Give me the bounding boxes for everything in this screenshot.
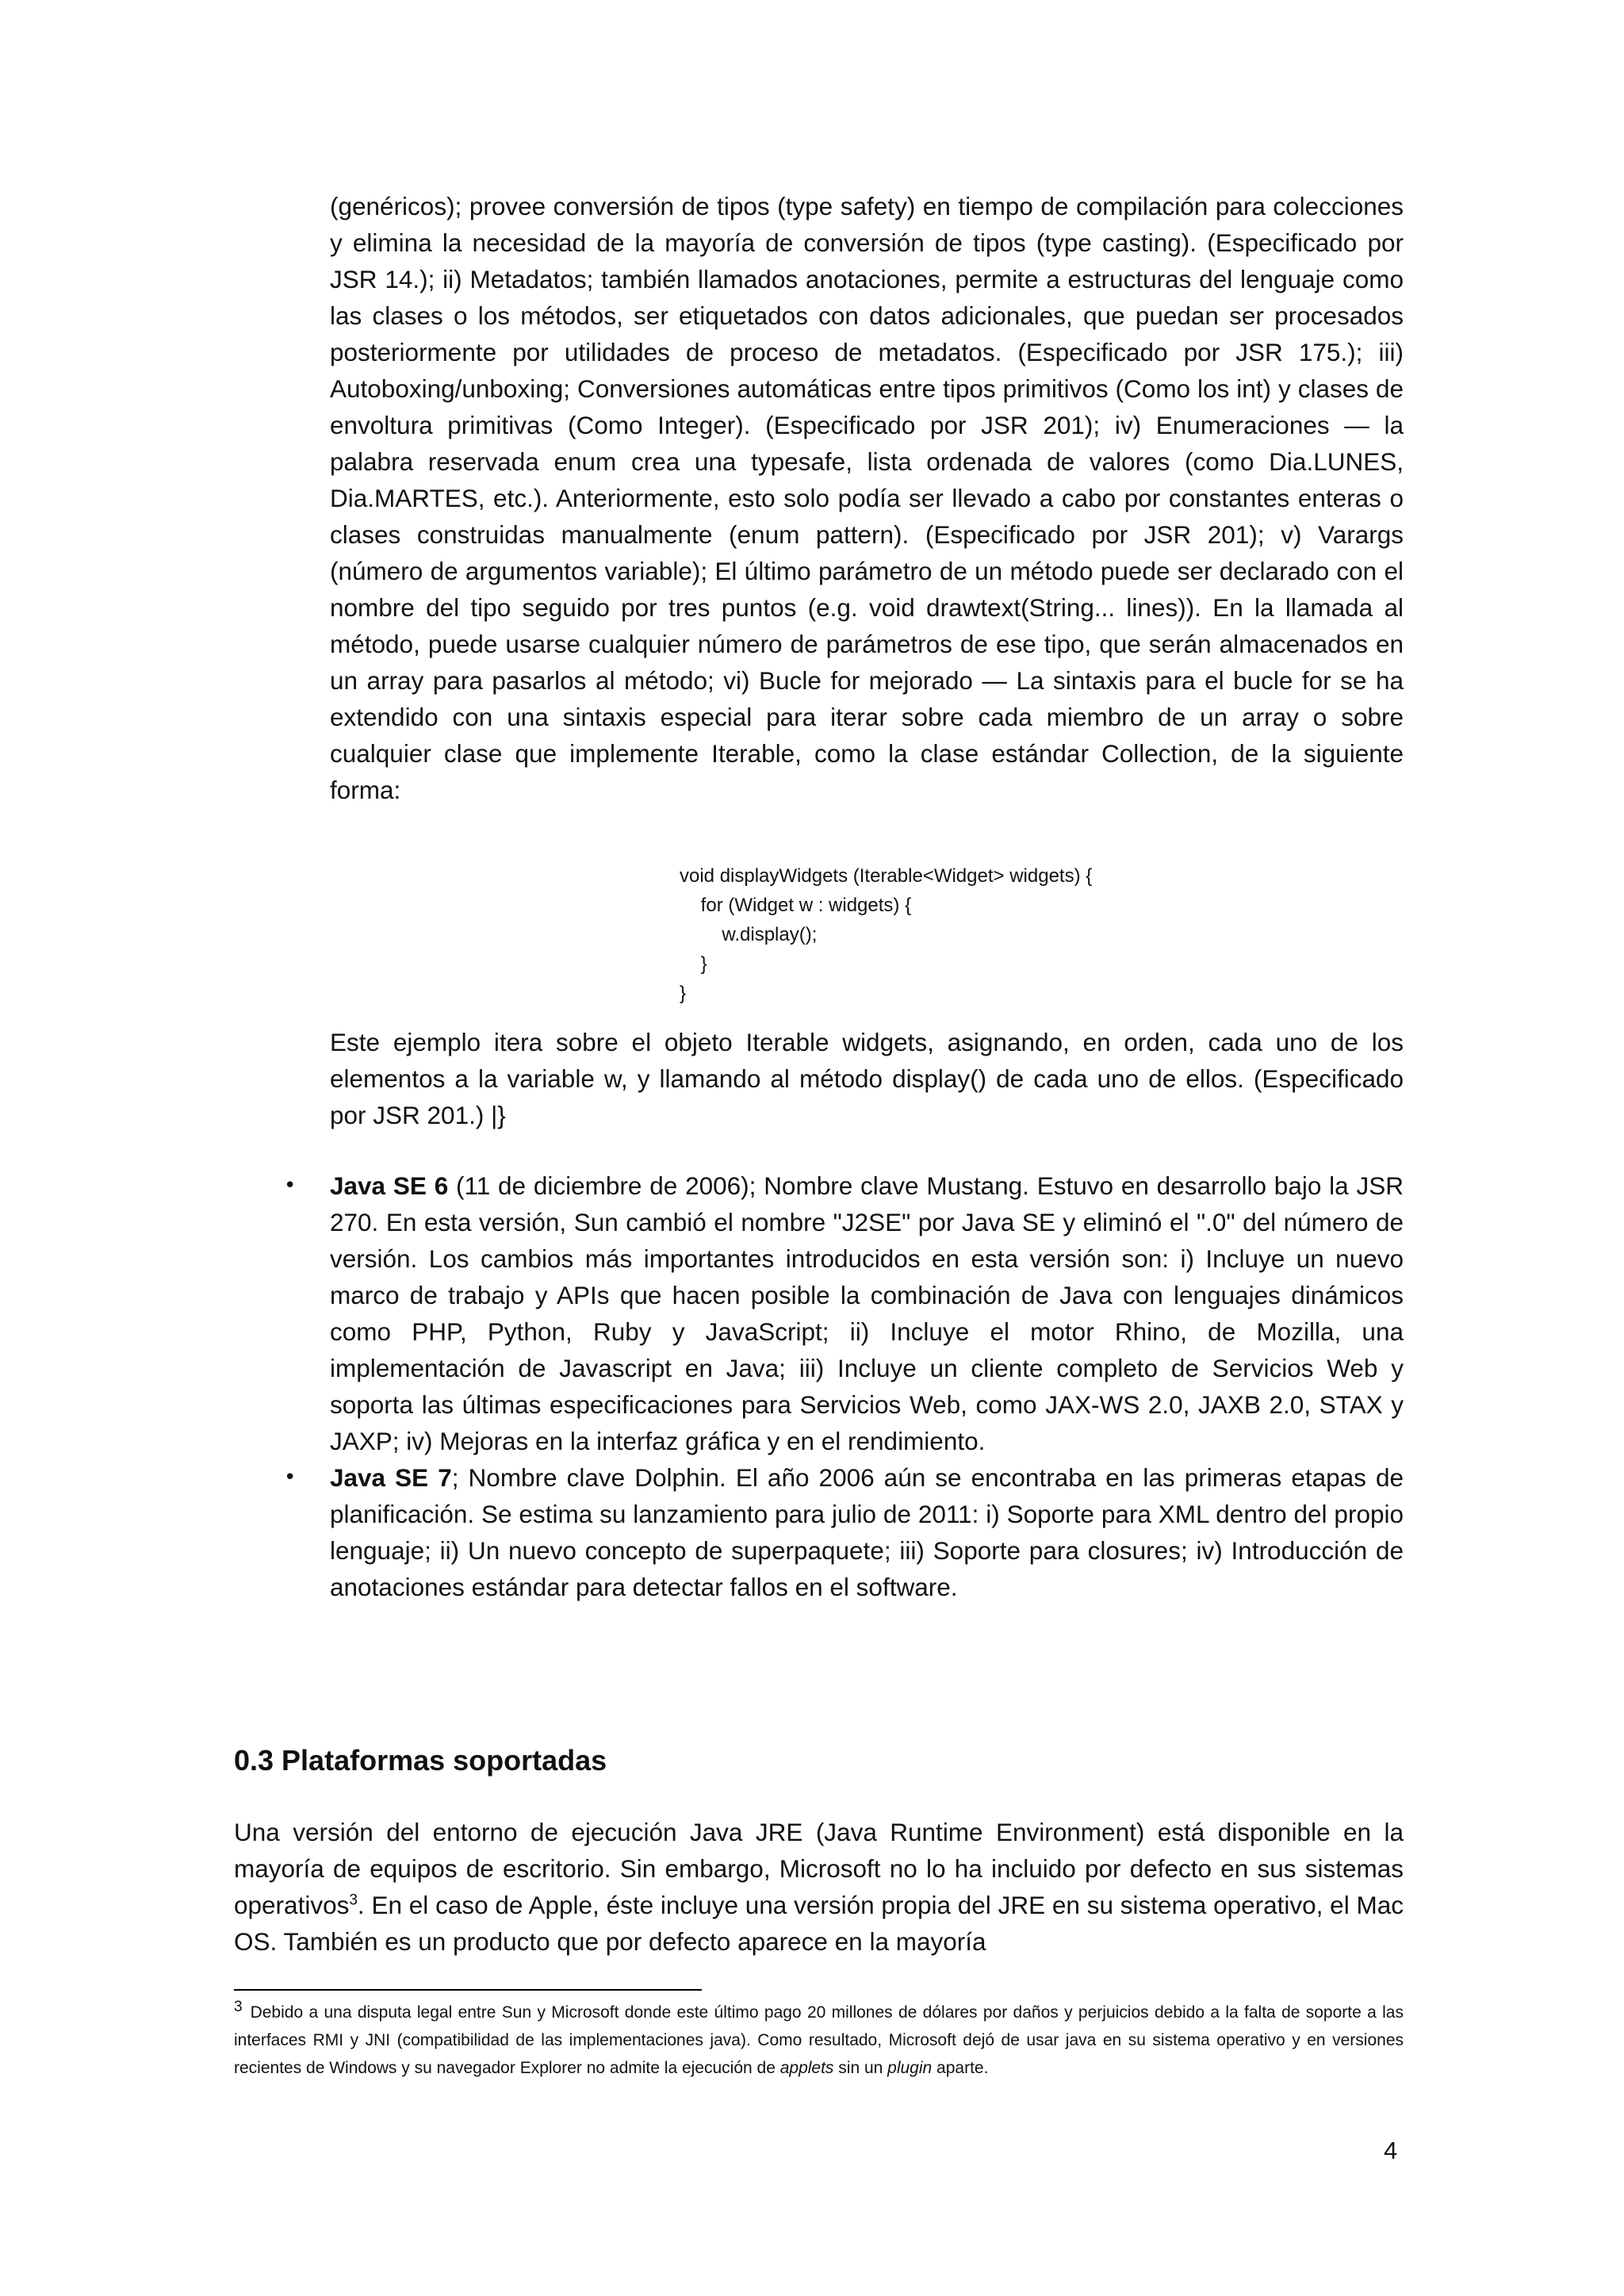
version-bullet-list bbox=[270, 1167, 1404, 1605]
footnote-reference[interactable]: 3 bbox=[349, 1892, 358, 1909]
intro-paragraph: (genéricos); provee conversión de tipos (type safety) en tiempo de compilación para colecciones y elimina la necesidad de la mayoría de conversión de tipos (type casting). (Especificado por JSR 14.); ii) Metadatos; también llamados anotaciones, permite a estructuras del lenguaje como las clases o los métodos, ser etiquetados con datos adicionales, que puedan ser procesados posteriormente por utilidades de proceso de metadatos. (Especificado por JSR 175.); iii) Autoboxing/unboxing; Conversiones automáticas entre tipos primitivos (Como los int) y clases de envoltura primitivas (Como Integer). (Especificado por JSR 201); iv) Enumeraciones — la palabra reservada enum crea una typesafe, lista ordenada de valores (como Dia.LUNES, Dia.MARTES, etc.). Anteriormente, esto solo podía ser llevado a cabo por constantes enteras o clases construidas manualmente (enum pattern). (Especificado por JSR 201); v) Varargs (número de argumentos variable); El último parámetro de un método puede ser declarado con el nombre del tipo seguido por tres puntos (e.g. void drawtext(String... lines)). En la llamada al método, puede usarse cualquier número de parámetros de ese tipo, que serán almacenados en un array para pasarlos al método; vi) Bucle for mejorado — La sintaxis para el bucle for se ha extendido con una sintaxis especial para iterar sobre cada miembro de un array o sobre cualquier clase que implemente Iterable, como la clase estándar Collection, de la siguiente forma: bbox=[330, 192, 1404, 804]
bullet-title: Java SE 7 bbox=[330, 1463, 452, 1492]
bullet-text: (11 de diciembre de 2006); Nombre clave Mustang. Estuvo en desarrollo bajo la JSR 270. En esta versión, Sun cambió el nombre "J2SE" por Java SE y eliminó el ".0" del número de versión. Los cambios más importantes introducidos en esta versión son: i) Incluye un nuevo marco de trabajo y APIs que hacen posible la combinación de Java con lenguajes dinámicos como PHP, Python, Ruby y JavaScript; ii) Incluye el motor Rhino, de Mozilla, una implementación de Javascript en Java; iii) Incluye un cliente completo de Servicios Web y soporta las últimas especificaciones para Servicios Web, como JAX-WS 2.0, JAXB 2.0, STAX y JAXP; iv) Mejoras en la interfaz gráfica y en el rendimiento. bbox=[330, 1171, 1404, 1455]
footnote-text-3: aparte. bbox=[932, 2059, 989, 2077]
code-explanation-paragraph: Este ejemplo itera sobre el objeto Iterable widgets, asignando, en orden, cada uno de los elementos a la variable w, y llamando al método display() de cada uno de ellos. (Especificado por JSR 201.) |} bbox=[330, 1028, 1404, 1129]
section-body-text: Una versión del entorno de ejecución Java JRE (Java Runtime Environment) está disponible en la mayoría de equipos de escritorio. Sin embargo, Microsoft no lo ha incluido por defecto en sus sistemas operativos bbox=[234, 1818, 1404, 1919]
bullet-icon: • bbox=[284, 1466, 297, 1489]
list-item-java-se-6 bbox=[270, 1167, 1404, 1459]
section-body-text-continued: . En el caso de Apple, éste incluye una versión propia del JRE en su sistema operativo, el Mac OS. También es un producto que por defecto aparece en la mayoría bbox=[234, 1891, 1404, 1956]
list-item-java-se-7 bbox=[270, 1459, 1404, 1605]
code-sample: void displayWidgets (Iterable<Widget> widgets) { for (Widget w : widgets) { w.display(); } } bbox=[680, 865, 1093, 1004]
footnote-text: Debido a una disputa legal entre Sun y Microsoft donde este último pago 20 millones de dólares por daños y perjuicios debido a la falta de soporte a las interfaces RMI y JNI (compatibilidad de las implementaciones java). Como resultado, Microsoft dejó de usar java en su sistema operativo y en versiones recientes de Windows y su navegador Explorer no admite la ejecución de bbox=[234, 2003, 1404, 2077]
footnote-text-2: sin un bbox=[833, 2059, 888, 2077]
footnote-mark: 3 bbox=[234, 1999, 243, 2015]
footnote-divider bbox=[234, 1989, 702, 1991]
footnote-italic-plugin: plugin bbox=[887, 2059, 933, 2077]
page-number: 4 bbox=[1384, 2137, 1398, 2164]
bullet-title: Java SE 6 bbox=[330, 1171, 449, 1200]
bullet-icon: • bbox=[284, 1174, 297, 1198]
bullet-text: ; Nombre clave Dolphin. El año 2006 aún se encontraba en las primeras etapas de planificación. Se estima su lanzamiento para julio de 2011: i) Soporte para XML dentro del propio lenguaje; ii) Un nuevo concepto de superpaquete; iii) Soporte para closures; iv) Introducción de anotaciones estándar para detectar fallos en el software. bbox=[330, 1463, 1404, 1601]
section-heading: 0.3 Plataformas soportadas bbox=[234, 1744, 607, 1777]
section-body-paragraph bbox=[234, 1814, 1404, 1960]
footnote bbox=[234, 1999, 1404, 2082]
footnote-italic-applets: applets bbox=[779, 2059, 834, 2077]
